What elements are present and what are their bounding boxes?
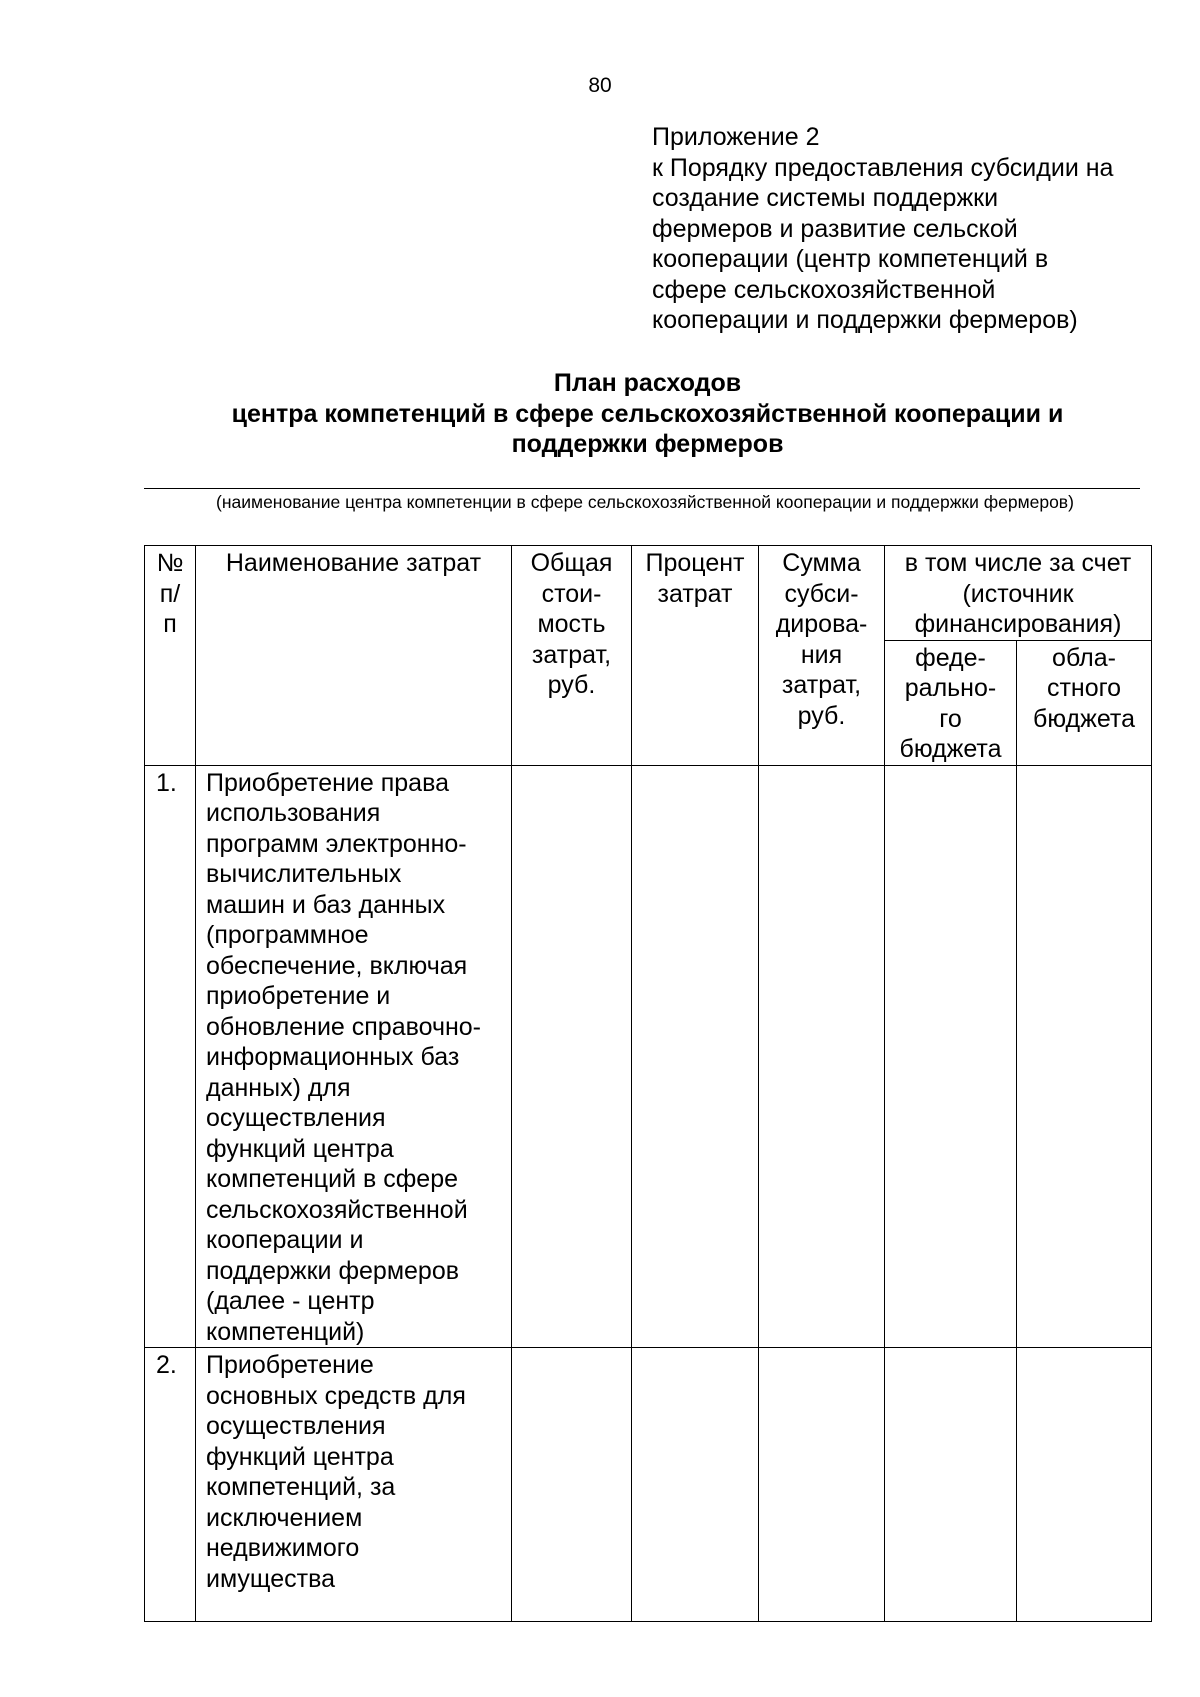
cell-regional[interactable]	[1017, 1348, 1152, 1622]
appendix-block	[652, 122, 1172, 336]
appendix-line: к Порядку предоставления субсидии на	[652, 153, 1114, 182]
cell-regional[interactable]	[1017, 765, 1152, 1348]
appendix-line: сфере сельскохозяйственной	[652, 275, 996, 304]
row-number: 1.	[145, 765, 196, 1348]
document-title	[0, 368, 1200, 460]
appendix-line: фермеров и развитие сельской	[652, 214, 1018, 243]
header-total-cost: Общая стои- мость затрат, руб.	[512, 546, 632, 766]
name-caption: (наименование центра компетенции в сфере сельскохозяйственной кооперации и поддержки фермеров)	[216, 492, 1074, 512]
row-description: Приобретение основных средств для осуществления функций центра компетенций, за исключением недвижимого имущества	[196, 1348, 512, 1622]
title-line: План расходов	[553, 369, 742, 397]
table-row	[145, 765, 1152, 1348]
header-name: Наименование затрат	[196, 546, 512, 766]
title-line: поддержки фермеров	[511, 430, 784, 458]
row-description: Приобретение права использования программ электронно- вычислительных машин и баз данных (программное обеспечение, включая приобретение и обновление справочно- информационных баз данных) для осуществления функций центра компетенций в сфере сельскохозяйственной кооперации и поддержки фермеров (далее - центр компетенций)	[196, 765, 512, 1348]
name-fill-line	[144, 488, 1140, 489]
header-federal: феде- рально- го бюджета	[885, 640, 1017, 765]
cell-subsidy-sum[interactable]	[759, 765, 885, 1348]
appendix-line: кооперации и поддержки фермеров)	[652, 306, 1078, 334]
header-regional: обла- стного бюджета	[1017, 640, 1152, 765]
appendix-line: Приложение 2	[652, 123, 820, 151]
header-subsidy-sum: Сумма субси- дирова- ния затрат, руб.	[759, 546, 885, 766]
appendix-line: создание системы поддержки	[652, 184, 999, 212]
cell-percent[interactable]	[632, 1348, 759, 1622]
cell-total-cost[interactable]	[512, 765, 632, 1348]
cell-federal[interactable]	[885, 765, 1017, 1348]
header-num: № п/ п	[145, 546, 196, 766]
row-number: 2.	[145, 1348, 196, 1622]
title-line: центра компетенций в сфере сельскохозяйственной кооперации и	[231, 399, 1064, 428]
appendix-line: кооперации (центр компетенций в	[652, 245, 1049, 273]
page-number: 80	[588, 74, 612, 97]
cell-total-cost[interactable]	[512, 1348, 632, 1622]
cell-federal[interactable]	[885, 1348, 1017, 1622]
table-row	[145, 1348, 1152, 1622]
header-including: в том числе за счет (источник финансирования)	[885, 546, 1152, 641]
header-percent: Процент затрат	[632, 546, 759, 766]
expense-plan-table	[144, 545, 1152, 1622]
cell-subsidy-sum[interactable]	[759, 1348, 885, 1622]
cell-percent[interactable]	[632, 765, 759, 1348]
